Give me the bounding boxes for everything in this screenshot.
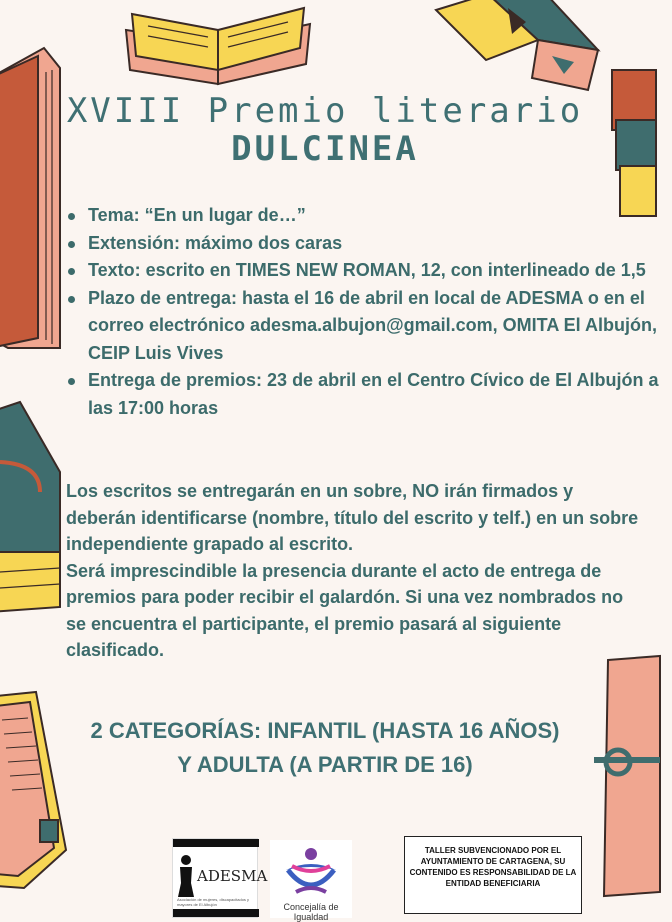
contest-details-list [66,202,672,422]
bullet-icon [68,268,75,275]
instructions-paragraph [66,478,646,664]
book-illustration-left-middle [0,402,70,612]
bullet-icon [68,241,75,248]
instructions-text-1: Los escritos se entregarán en un sobre, NO irán firmados y deberán identificarse (nombre, título del escrito y telf.) en un sobre independiente grapado al escrito. [66,481,639,554]
concejalia-igualdad-logo [270,840,352,922]
list-item-text: Texto: escrito en TIMES NEW ROMAN, 12, con interlineado de 1,5 [88,260,646,280]
adesma-logo-text: ADESMA [197,867,268,885]
book-illustration-top-right [428,0,628,95]
adesma-logo-subtitle: Asociación de mujeres, discapacitados y mayores de El Albujón [177,897,250,907]
equality-emblem-icon [282,846,340,900]
list-item-text: Tema: “En un lugar de…” [88,205,306,225]
list-item-entrega [88,367,672,422]
list-item-tema [88,202,672,230]
title-line-1: XVIII Premio literario [66,91,584,131]
list-item-texto [88,257,672,285]
bullet-icon [68,296,75,303]
silhouette-icon [177,853,195,897]
list-item-extension [88,230,672,258]
subsidy-notice-box [404,836,582,914]
subsidy-notice-text: TALLER SUBVENCIONADO POR EL AYUNTAMIENTO DE CARTAGENA, SU CONTENIDO ES RESPONSABILIDAD DE LA ENTIDAD BENEFICIARIA [409,846,577,888]
logo-bar [173,909,259,917]
list-item-text: Entrega de premios: 23 de abril en el Centro Cívico de El Albujón a las 17:00 horas [88,370,659,418]
poster-title [0,92,650,168]
categories-heading [0,714,650,782]
bullet-icon [68,378,75,385]
categories-line-2: Y ADULTA (A PARTIR DE 16) [177,752,473,777]
categories-line-1: 2 CATEGORÍAS: INFANTIL (HASTA 16 AÑOS) [90,718,560,743]
instructions-text-2: Será imprescindible la presencia durante el acto de entrega de premios para poder recibir el galardón. Si una vez nombrados no se encuentra el participante, el premio pasará al siguiente clasificado. [66,560,624,660]
igualdad-caption: Concejalía de Igualdad [283,902,339,922]
logo-bar [173,839,259,847]
list-item-text: Plazo de entrega: hasta el 16 de abril en local de ADESMA o en el correo electrónico adesma.albujon@gmail.com, OMITA El Albujón, CEIP Luis Vives [88,287,657,363]
adesma-logo [172,838,268,918]
list-item-plazo [88,285,672,368]
bullet-icon [68,213,75,220]
list-item-text: Extensión: máximo dos caras [88,232,343,253]
book-illustration-top-center [118,0,318,90]
title-line-2: DULCINEA [231,129,419,169]
